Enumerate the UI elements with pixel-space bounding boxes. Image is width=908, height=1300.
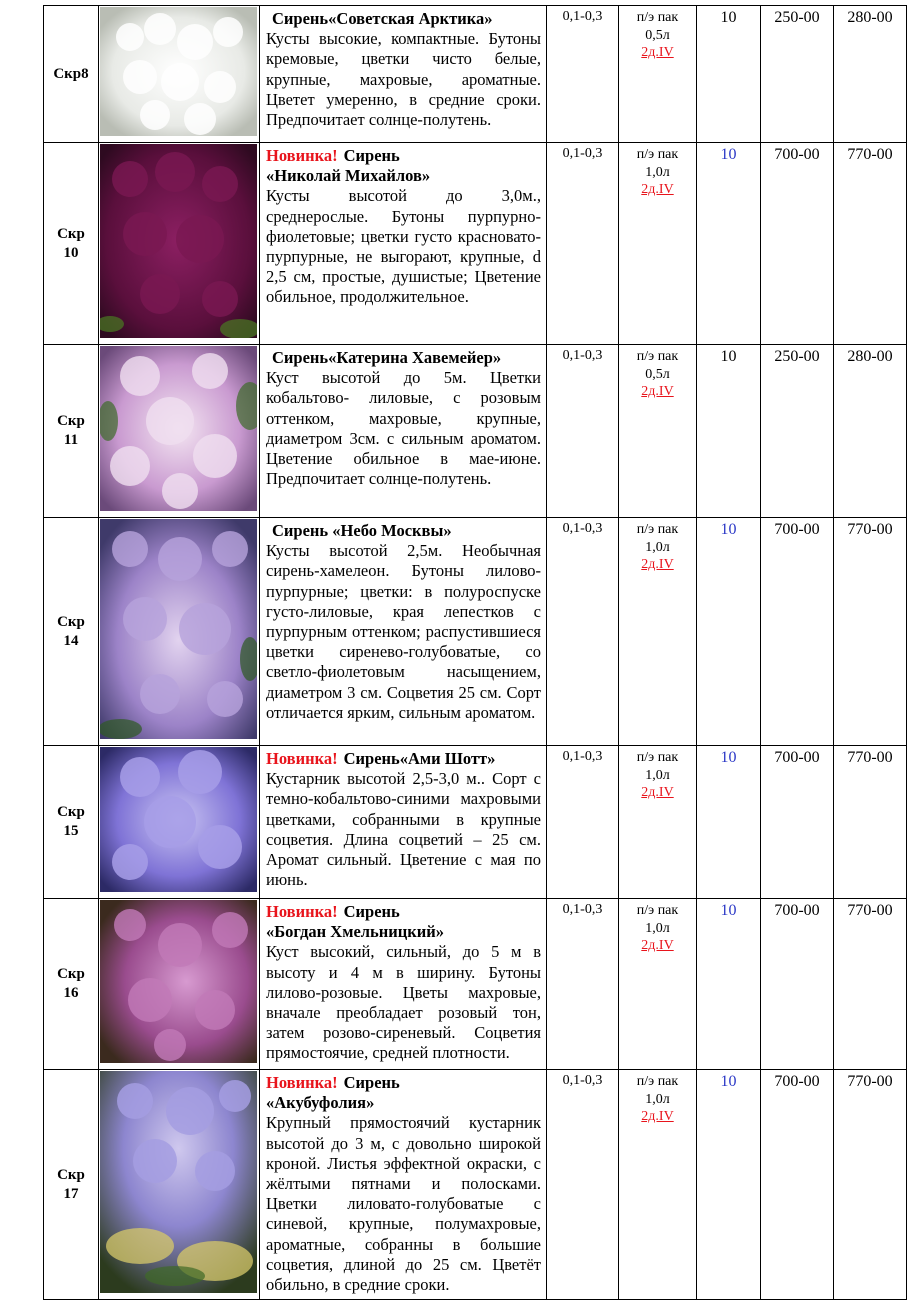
package-info: п/э пак 1,0л 2д.IV — [619, 518, 697, 746]
novelty-label: Новинка! — [266, 1073, 338, 1092]
product-photo — [99, 518, 260, 746]
package-info: п/э пак 1,0л 2д.IV — [619, 1070, 697, 1300]
product-photo — [99, 746, 260, 899]
table-row — [44, 746, 907, 899]
product-photo — [99, 6, 260, 143]
product-title: Сирень«Ами Шотт» — [343, 749, 496, 768]
zone-link[interactable]: 2д.IV — [641, 384, 674, 399]
lilac-photo-image — [100, 519, 257, 739]
description-text: Кусты высотой 2,5м. Необычная сирень-хамелеон. Бутоны лилово-пурпурные; цветки: в полуроспуске густо-лиловые, края лепестков с пурпурным оттенком; распустившиеся цветки сиренево-голубоватые, со светло-фиолетовым насыщением, диаметром 3 см. Соцветия 25 см. Сорт отличается ярким, сильным ароматом. — [266, 541, 541, 722]
product-code: Скр 16 — [44, 899, 99, 1070]
lilac-photo-image — [100, 900, 257, 1063]
novelty-label: Новинка! — [266, 146, 338, 165]
lilac-photo-image — [100, 747, 257, 892]
quantity: 10 — [697, 345, 761, 518]
price-wholesale: 700-00 — [761, 143, 834, 345]
zone-link[interactable]: 2д.IV — [641, 1109, 674, 1124]
product-code: Скр8 — [44, 6, 99, 143]
novelty-label: Новинка! — [266, 749, 338, 768]
product-description — [260, 6, 547, 143]
product-title: Сирень«Советская Арктика» — [272, 9, 493, 28]
price-retail: 770-00 — [834, 746, 907, 899]
price-wholesale: 700-00 — [761, 518, 834, 746]
plant-size: 0,1-0,3 — [547, 518, 619, 746]
plant-size: 0,1-0,3 — [547, 746, 619, 899]
product-description — [260, 518, 547, 746]
product-photo — [99, 899, 260, 1070]
table-row — [44, 345, 907, 518]
product-code: Скр 10 — [44, 143, 99, 345]
product-photo — [99, 345, 260, 518]
table-row — [44, 518, 907, 746]
plant-size: 0,1-0,3 — [547, 899, 619, 1070]
product-description — [260, 899, 547, 1070]
plant-size: 0,1-0,3 — [547, 1070, 619, 1300]
product-description — [260, 1070, 547, 1300]
lilac-photo-image — [100, 1071, 257, 1293]
description-text: Крупный прямостоячий кустарник высотой до 3 м, с довольно широкой кроной. Листья эффектной окраски, с жёлтыми пятнами и полосками. Цветки лиловато-голубоватые с синевой, крупные, полумахровые, ароматные, собранны в большие соцветия, длиной до 25 см. Цветёт обильно, в средние сроки. — [266, 1113, 541, 1295]
description-text: Куст высотой до 5м. Цветки кобальтово- лиловые, с розовым оттенком, махровые, крупные, диаметром 3см. с сильным ароматом. Цветение обильное в мае-июне. Предпочитает солнце-полутень. — [266, 368, 541, 489]
table-row — [44, 899, 907, 1070]
quantity: 10 — [697, 746, 761, 899]
price-wholesale: 700-00 — [761, 1070, 834, 1300]
product-code: Скр 17 — [44, 1070, 99, 1300]
product-photo — [99, 143, 260, 345]
product-title: Сирень — [343, 146, 400, 165]
price-wholesale: 700-00 — [761, 746, 834, 899]
description-text: Кусты высотой до 3,0м., среднерослые. Бутоны пурпурно-фиолетовые; цветки густо красновато-пурпурные, не выгорают, крупные, d 2,5 см, простые, душистые; Цветение обильное, продолжительное. — [266, 186, 541, 307]
price-wholesale: 700-00 — [761, 899, 834, 1070]
package-info: п/э пак 1,0л 2д.IV — [619, 746, 697, 899]
zone-link[interactable]: 2д.IV — [641, 557, 674, 572]
table-row — [44, 1070, 907, 1300]
zone-link[interactable]: 2д.IV — [641, 785, 674, 800]
quantity: 10 — [697, 143, 761, 345]
price-retail: 770-00 — [834, 899, 907, 1070]
product-title: Сирень«Катерина Хавемейер» — [272, 348, 502, 367]
quantity: 10 — [697, 899, 761, 1070]
quantity: 10 — [697, 6, 761, 143]
quantity: 10 — [697, 518, 761, 746]
price-retail: 770-00 — [834, 518, 907, 746]
zone-link[interactable]: 2д.IV — [641, 938, 674, 953]
description-text: Кустарник высотой 2,5-3,0 м.. Сорт с темно-кобальтово-синими махровыми цветками, собранными в крупные соцветия. Длина соцветий – 25 см. Аромат сильный. Цветение с мая по июнь. — [266, 769, 541, 890]
product-title: Сирень — [343, 902, 400, 921]
lilac-photo-image — [100, 7, 257, 136]
price-retail: 280-00 — [834, 345, 907, 518]
product-description — [260, 143, 547, 345]
price-retail: 280-00 — [834, 6, 907, 143]
product-code: Скр 11 — [44, 345, 99, 518]
plant-size: 0,1-0,3 — [547, 143, 619, 345]
product-description — [260, 345, 547, 518]
package-info: п/э пак 0,5л 2д.IV — [619, 345, 697, 518]
description-text: Кусты высокие, компактные. Бутоны кремовые, цветки чисто белые, крупные, махровые, ароматные. Цветет умеренно, в средние сроки. Предпочитает солнце-полутень. — [266, 29, 541, 130]
package-info: п/э пак 1,0л 2д.IV — [619, 143, 697, 345]
zone-link[interactable]: 2д.IV — [641, 182, 674, 197]
novelty-label: Новинка! — [266, 902, 338, 921]
product-code: Скр 15 — [44, 746, 99, 899]
catalog-table — [43, 5, 907, 1300]
product-description — [260, 746, 547, 899]
product-title-line2: «Богдан Хмельницкий» — [266, 922, 445, 942]
product-title: Сирень «Небо Москвы» — [272, 521, 452, 540]
product-title: Сирень — [343, 1073, 400, 1092]
table-row — [44, 143, 907, 345]
price-retail: 770-00 — [834, 143, 907, 345]
lilac-photo-image — [100, 144, 257, 338]
package-info: п/э пак 0,5л 2д.IV — [619, 6, 697, 143]
quantity: 10 — [697, 1070, 761, 1300]
product-code: Скр 14 — [44, 518, 99, 746]
plant-size: 0,1-0,3 — [547, 6, 619, 143]
product-title-line2: «Николай Михайлов» — [266, 166, 431, 186]
price-wholesale: 250-00 — [761, 6, 834, 143]
table-row — [44, 6, 907, 143]
plant-size: 0,1-0,3 — [547, 345, 619, 518]
package-info: п/э пак 1,0л 2д.IV — [619, 899, 697, 1070]
lilac-photo-image — [100, 346, 257, 511]
product-title-line2: «Акубуфолия» — [266, 1093, 375, 1113]
description-text: Куст высокий, сильный, до 5 м в высоту и 4 м в ширину. Бутоны лилово-розовые. Цветы махровые, вначале преобладает розовый тон, затем розово-сиреневый. Соцветия прямостоячие, средней плотности. — [266, 942, 541, 1063]
price-retail: 770-00 — [834, 1070, 907, 1300]
price-wholesale: 250-00 — [761, 345, 834, 518]
zone-link[interactable]: 2д.IV — [641, 45, 674, 60]
product-photo — [99, 1070, 260, 1300]
